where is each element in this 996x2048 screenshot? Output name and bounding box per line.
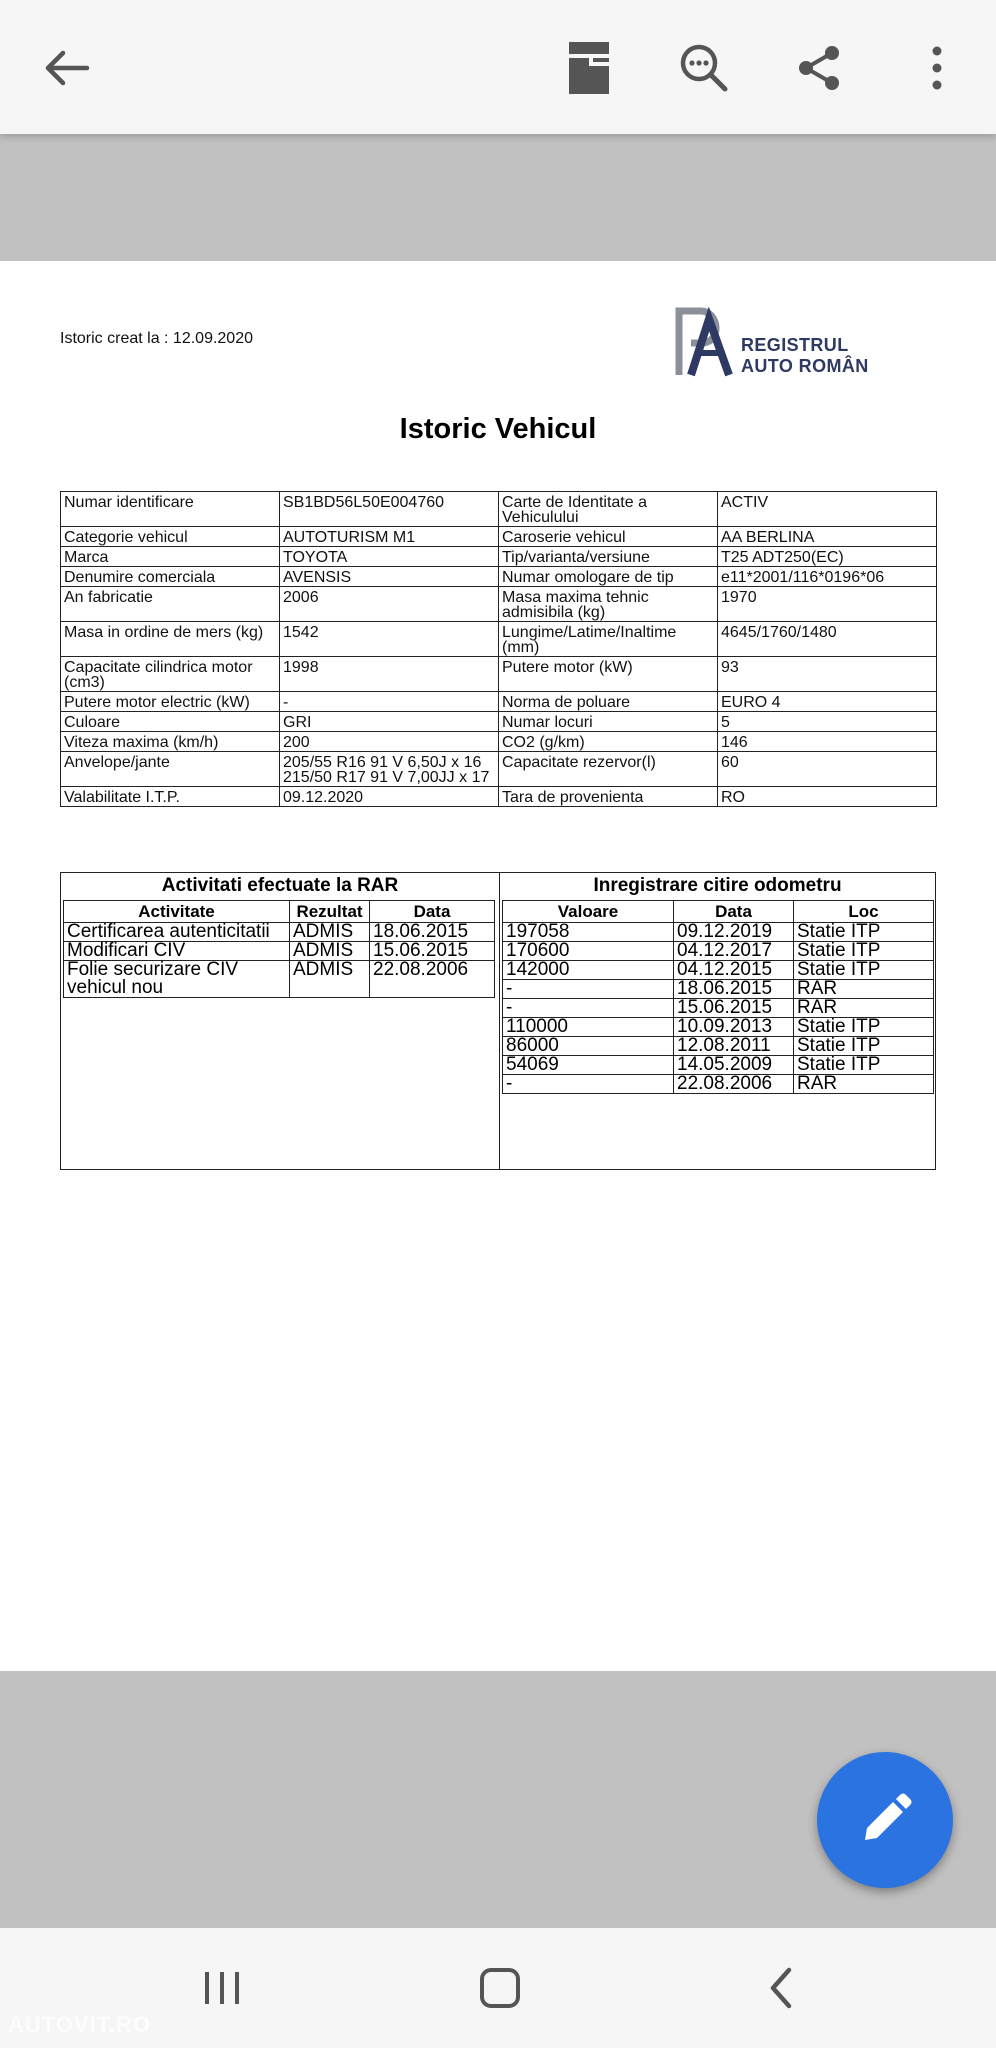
odometer-row <box>503 1037 934 1056</box>
info-value-cell: T25 ADT250(EC) <box>718 547 937 567</box>
rar-logo <box>673 305 893 379</box>
activity-row <box>64 961 495 998</box>
odometer-row <box>503 1075 934 1094</box>
odometer-cell: 170600 <box>503 942 674 961</box>
activity-column-header: Data <box>370 901 495 923</box>
activities-section <box>61 873 500 1169</box>
rar-logo-line1: REGISTRUL <box>741 335 849 355</box>
recents-button[interactable] <box>172 1948 272 2028</box>
info-row <box>61 567 937 587</box>
info-value-cell: 4645/1760/1480 <box>718 622 937 657</box>
recents-icon <box>202 1968 242 2008</box>
activities-title: Activitati efectuate la RAR <box>161 875 399 896</box>
odometer-cell: 10.09.2013 <box>674 1018 794 1037</box>
activity-cell: Folie securizare CIV vehicul nou <box>64 961 290 998</box>
odometer-table <box>502 900 934 1094</box>
info-value-cell: 200 <box>280 732 499 752</box>
odometer-column-header: Loc <box>794 901 934 923</box>
info-label-cell: Tip/varianta/versiune <box>499 547 718 567</box>
search-icon <box>679 43 729 93</box>
info-row <box>61 527 937 547</box>
odometer-body <box>503 923 934 1094</box>
odometer-cell: Statie ITP <box>794 1018 934 1037</box>
info-value-cell: GRI <box>280 712 499 732</box>
activity-column-header: Activitate <box>64 901 290 923</box>
odometer-column-header: Valoare <box>503 901 674 923</box>
info-label-cell: An fabricatie <box>61 587 280 622</box>
info-label-cell: Culoare <box>61 712 280 732</box>
odometer-cell: 04.12.2015 <box>674 961 794 980</box>
odometer-row <box>503 961 934 980</box>
odometer-cell: Statie ITP <box>794 1056 934 1075</box>
odometer-header-row <box>503 901 934 923</box>
info-label-cell: Norma de poluare <box>499 692 718 712</box>
odometer-cell: 142000 <box>503 961 674 980</box>
rar-logo-mark-icon <box>673 305 737 379</box>
odometer-row <box>503 1056 934 1075</box>
info-row <box>61 587 937 622</box>
history-created-date: Istoric creat la : 12.09.2020 <box>60 330 253 347</box>
info-label-cell: Numar omologare de tip <box>499 567 718 587</box>
odometer-cell: - <box>503 1075 674 1094</box>
odometer-cell: RAR <box>794 980 934 999</box>
more-options-button[interactable] <box>897 28 977 108</box>
chevron-left-icon <box>765 1966 795 2010</box>
info-label-cell: Marca <box>61 547 280 567</box>
info-row <box>61 657 937 692</box>
odometer-cell: 14.05.2009 <box>674 1056 794 1075</box>
info-row <box>61 692 937 712</box>
arrow-left-icon <box>43 48 91 88</box>
info-label-cell: Capacitate cilindrica motor (cm3) <box>61 657 280 692</box>
info-label-cell: Putere motor (kW) <box>499 657 718 692</box>
activities-table <box>63 900 495 998</box>
info-label-cell: Lungime/Latime/Inaltime (mm) <box>499 622 718 657</box>
info-label-cell: Numar locuri <box>499 712 718 732</box>
info-label-cell: CO2 (g/km) <box>499 732 718 752</box>
vehicle-info-table <box>60 491 937 807</box>
info-label-cell: Anvelope/jante <box>61 752 280 787</box>
info-value-cell: 1970 <box>718 587 937 622</box>
back-button[interactable] <box>27 28 107 108</box>
info-row <box>61 787 937 807</box>
page-layout-icon <box>569 42 609 94</box>
page-title: Istoric Vehicul <box>399 413 597 445</box>
activity-cell: 22.08.2006 <box>370 961 495 998</box>
odometer-row <box>503 980 934 999</box>
info-label-cell: Masa maxima tehnic admisibila (kg) <box>499 587 718 622</box>
info-value-cell: RO <box>718 787 937 807</box>
odometer-cell: 15.06.2015 <box>674 999 794 1018</box>
info-row <box>61 732 937 752</box>
pencil-icon <box>857 1792 913 1848</box>
info-label-cell: Tara de provenienta <box>499 787 718 807</box>
info-label-cell: Putere motor electric (kW) <box>61 692 280 712</box>
info-row <box>61 712 937 732</box>
odometer-cell: 09.12.2019 <box>674 923 794 942</box>
odometer-title: Inregistrare citire odometru <box>593 875 842 896</box>
info-row <box>61 492 937 527</box>
info-label-cell: Numar identificare <box>61 492 280 527</box>
odometer-cell: 04.12.2017 <box>674 942 794 961</box>
odometer-row <box>503 999 934 1018</box>
odometer-cell: 86000 <box>503 1037 674 1056</box>
info-value-cell: 205/55 R16 91 V 6,50J x 16 215/50 R17 91 V 7,00JJ x 17 <box>280 752 499 787</box>
odometer-cell: 110000 <box>503 1018 674 1037</box>
info-label-cell: Categorie vehicul <box>61 527 280 547</box>
activity-row <box>64 923 495 942</box>
info-row <box>61 622 937 657</box>
vehicle-info-body <box>61 492 937 807</box>
odometer-cell: 12.08.2011 <box>674 1037 794 1056</box>
odometer-cell: 18.06.2015 <box>674 980 794 999</box>
info-value-cell: 60 <box>718 752 937 787</box>
info-label-cell: Denumire comerciala <box>61 567 280 587</box>
info-label-cell: Valabilitate I.T.P. <box>61 787 280 807</box>
info-row <box>61 752 937 787</box>
share-button[interactable] <box>779 28 859 108</box>
info-value-cell: TOYOTA <box>280 547 499 567</box>
activity-cell: ADMIS <box>290 923 370 942</box>
info-label-cell: Viteza maxima (km/h) <box>61 732 280 752</box>
search-button[interactable] <box>664 28 744 108</box>
share-icon <box>796 45 842 91</box>
info-value-cell: AA BERLINA <box>718 527 937 547</box>
info-value-cell: 5 <box>718 712 937 732</box>
info-value-cell: 09.12.2020 <box>280 787 499 807</box>
odometer-row <box>503 923 934 942</box>
activity-row <box>64 942 495 961</box>
info-value-cell: AVENSIS <box>280 567 499 587</box>
home-button[interactable] <box>450 1948 550 2028</box>
odometer-cell: - <box>503 980 674 999</box>
info-value-cell: 1998 <box>280 657 499 692</box>
lower-section <box>60 872 936 1170</box>
edit-fab-button[interactable] <box>817 1752 953 1888</box>
more-vertical-icon <box>931 45 943 91</box>
activity-cell: Modificari CIV <box>64 942 290 961</box>
rar-logo-line2: AUTO ROMÂN <box>741 356 869 376</box>
info-value-cell: - <box>280 692 499 712</box>
info-row <box>61 547 937 567</box>
odometer-cell: Statie ITP <box>794 961 934 980</box>
odometer-cell: - <box>503 999 674 1018</box>
rar-logo-text <box>741 335 869 377</box>
info-value-cell: ACTIV <box>718 492 937 527</box>
odometer-cell: Statie ITP <box>794 923 934 942</box>
info-value-cell: 1542 <box>280 622 499 657</box>
info-value-cell: 2006 <box>280 587 499 622</box>
info-label-cell: Masa in ordine de mers (kg) <box>61 622 280 657</box>
odometer-cell: RAR <box>794 1075 934 1094</box>
activity-cell: ADMIS <box>290 942 370 961</box>
odometer-cell: Statie ITP <box>794 1037 934 1056</box>
system-back-button[interactable] <box>730 1948 830 2028</box>
odometer-row <box>503 1018 934 1037</box>
odometer-section <box>500 873 935 1169</box>
activity-column-header: Rezultat <box>290 901 370 923</box>
info-label-cell: Capacitate rezervor(l) <box>499 752 718 787</box>
odometer-cell: RAR <box>794 999 934 1018</box>
activities-body <box>64 923 495 998</box>
info-label-cell: Carte de Identitate a Vehiculului <box>499 492 718 527</box>
info-value-cell: EURO 4 <box>718 692 937 712</box>
activities-header-row <box>64 901 495 923</box>
activity-cell: Certificarea autenticitatii <box>64 923 290 942</box>
watermark: AUTOVIT.RO <box>8 2012 151 2037</box>
activity-cell: 15.06.2015 <box>370 942 495 961</box>
odometer-cell: 197058 <box>503 923 674 942</box>
activity-cell: ADMIS <box>290 961 370 998</box>
home-icon <box>478 1966 522 2010</box>
app-toolbar <box>0 0 996 134</box>
info-value-cell: 146 <box>718 732 937 752</box>
info-value-cell: e11*2001/116*0196*06 <box>718 567 937 587</box>
activity-cell: 18.06.2015 <box>370 923 495 942</box>
odometer-cell: 22.08.2006 <box>674 1075 794 1094</box>
info-value-cell: AUTOTURISM M1 <box>280 527 499 547</box>
odometer-cell: 54069 <box>503 1056 674 1075</box>
info-label-cell: Caroserie vehicul <box>499 527 718 547</box>
odometer-column-header: Data <box>674 901 794 923</box>
info-value-cell: 93 <box>718 657 937 692</box>
page-layout-button[interactable] <box>549 28 629 108</box>
odometer-row <box>503 942 934 961</box>
info-value-cell: SB1BD56L50E004760 <box>280 492 499 527</box>
odometer-cell: Statie ITP <box>794 942 934 961</box>
